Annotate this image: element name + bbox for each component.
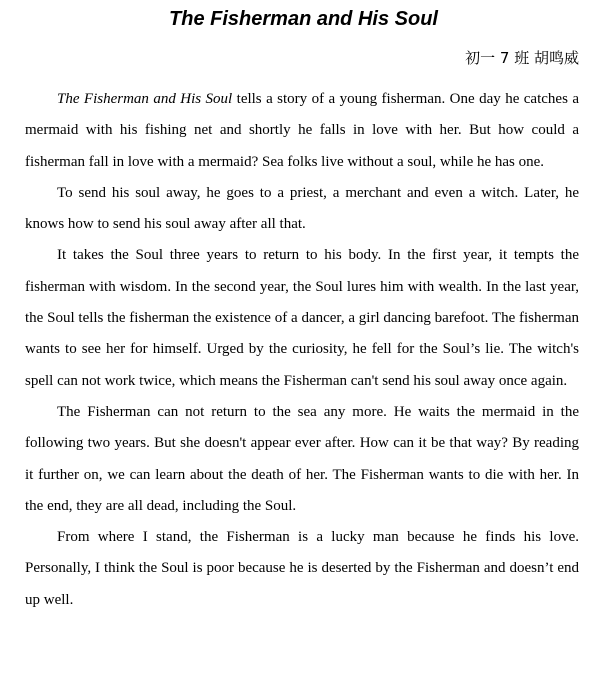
- book-title-italic: The Fisherman and His Soul: [57, 91, 233, 107]
- paragraph-1: [25, 84, 579, 178]
- paragraph-1-text: tells a story of a young fisherman. One day he catches a mermaid with his fishing net and shortly he falls in love with her. But how could a fisherman fall in love with a mermaid? Sea folks live without a soul, while he has one.: [25, 91, 579, 170]
- paragraph-4: The Fisherman can not return to the sea any more. He waits the mermaid in the following two years. But she doesn't appear ever after. How can it be that way? By reading it further on, we can learn about the death of her. The Fisherman wants to die with her. In the end, they are all dead, including the Soul.: [25, 403, 579, 514]
- author-line: 初一 7 班 胡鸣威: [465, 49, 579, 67]
- paragraph-2: To send his soul away, he goes to a priest, a merchant and even a witch. Later, he knows how to send his soul away after all that.: [25, 184, 579, 233]
- document-title: The Fisherman and His Soul: [169, 8, 438, 30]
- paragraph-5: From where I stand, the Fisherman is a lucky man because he finds his love. Personally, I think the Soul is poor because he is deserted by the Fisherman and doesn’t end up well.: [25, 529, 579, 608]
- paragraph-3: It takes the Soul three years to return to his body. In the first year, it tempts the fisherman with wisdom. In the second year, the Soul lures him with wealth. In the last year, the Soul tells the fisherman the existence of a dancer, a girl dancing barefoot. The fisherman wants to see her for himself. Urged by the curiosity, he fell for the Soul’s lie. The witch's spell can not work twice, which means the Fisherman can't send his soul away once again.: [25, 247, 579, 389]
- document-body: [25, 84, 579, 616]
